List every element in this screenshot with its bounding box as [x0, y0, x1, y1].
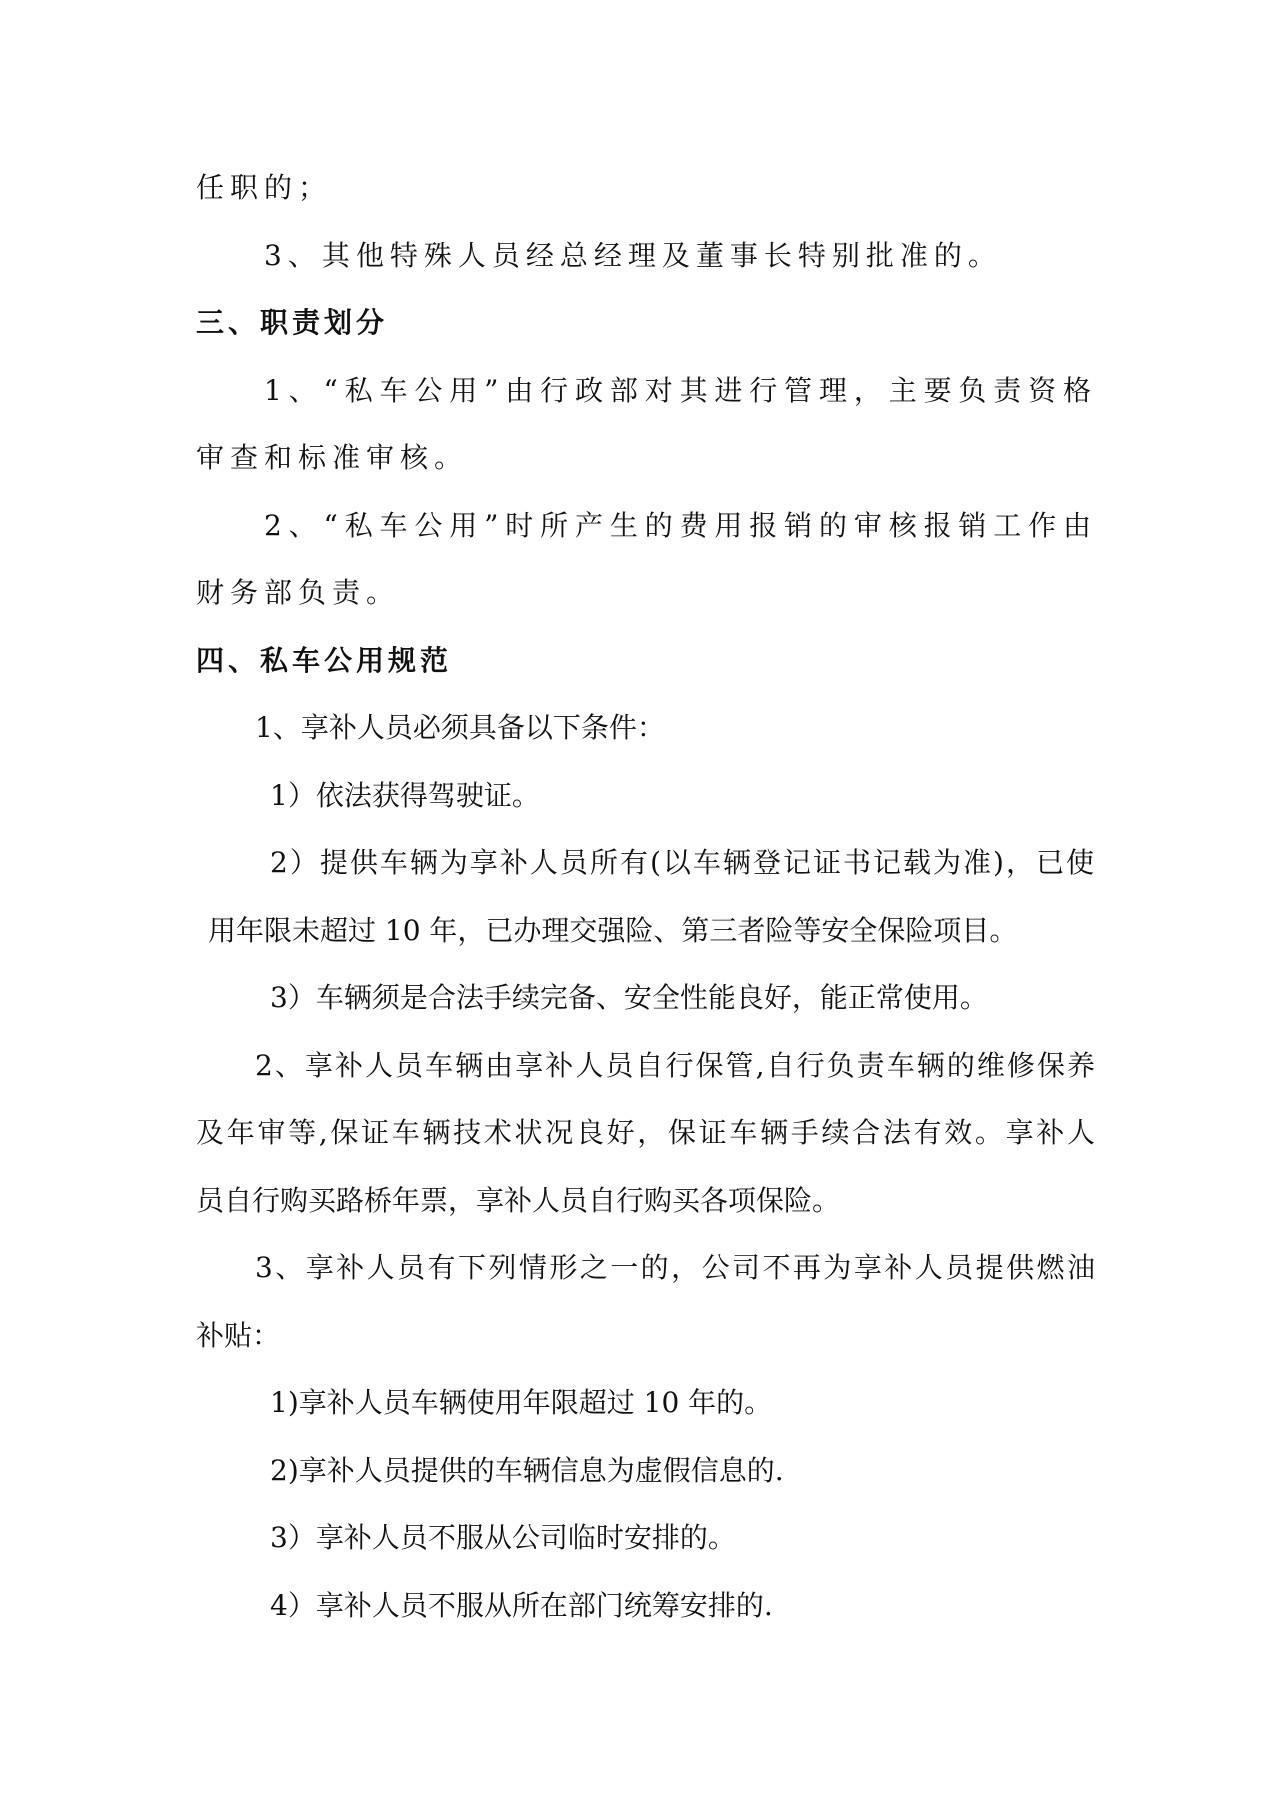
paragraph-line: 2、享补人员车辆由享补人员自行保管,自行负责车辆的维修保养	[255, 1049, 1095, 1082]
paragraph-line: 1)享补人员车辆使用年限超过 10 年的。	[270, 1386, 773, 1419]
paragraph-line: 3）车辆须是合法手续完备、安全性能良好，能正常使用。	[270, 981, 988, 1014]
paragraph-line: 及年审等,保证车辆技术状况良好，保证车辆手续合法有效。享补人	[196, 1116, 1095, 1149]
paragraph-line: 补贴：	[196, 1319, 281, 1352]
paragraph-line: 任职的；	[196, 171, 333, 204]
paragraph-line: 1、享补人员必须具备以下条件：	[255, 711, 665, 744]
paragraph-line: 4）享补人员不服从所在部门统筹安排的.	[270, 1589, 773, 1622]
section-heading: 四、私车公用规范	[196, 644, 453, 677]
paragraph-line: 2、“私车公用”时所产生的费用报销的审核报销工作由	[264, 509, 1091, 542]
paragraph-line: 员自行购买路桥年票，享补人员自行购买各项保险。	[196, 1184, 841, 1217]
paragraph-line: 3）享补人员不服从公司临时安排的。	[270, 1521, 736, 1554]
paragraph-line: 审查和标准审核。	[196, 441, 469, 474]
section-heading: 三、职责划分	[196, 306, 389, 339]
paragraph-line: 2)享补人员提供的车辆信息为虚假信息的.	[270, 1454, 784, 1487]
paragraph-line: 财务部负责。	[196, 576, 401, 609]
paragraph-line: 3、享补人员有下列情形之一的，公司不再为享补人员提供燃油	[255, 1251, 1095, 1284]
paragraph-line: 1、“私车公用”由行政部对其进行管理，主要负责资格	[264, 374, 1091, 407]
paragraph-line: 3、其他特殊人员经总经理及董事长特别批准的。	[264, 239, 1002, 272]
paragraph-line: 用年限未超过 10 年，已办理交强险、第三者险等安全保险项目。	[208, 914, 1018, 947]
paragraph-line: 2）提供车辆为享补人员所有(以车辆登记证书记载为准)，已使	[270, 846, 1094, 879]
paragraph-line: 1）依法获得驾驶证。	[270, 779, 540, 812]
